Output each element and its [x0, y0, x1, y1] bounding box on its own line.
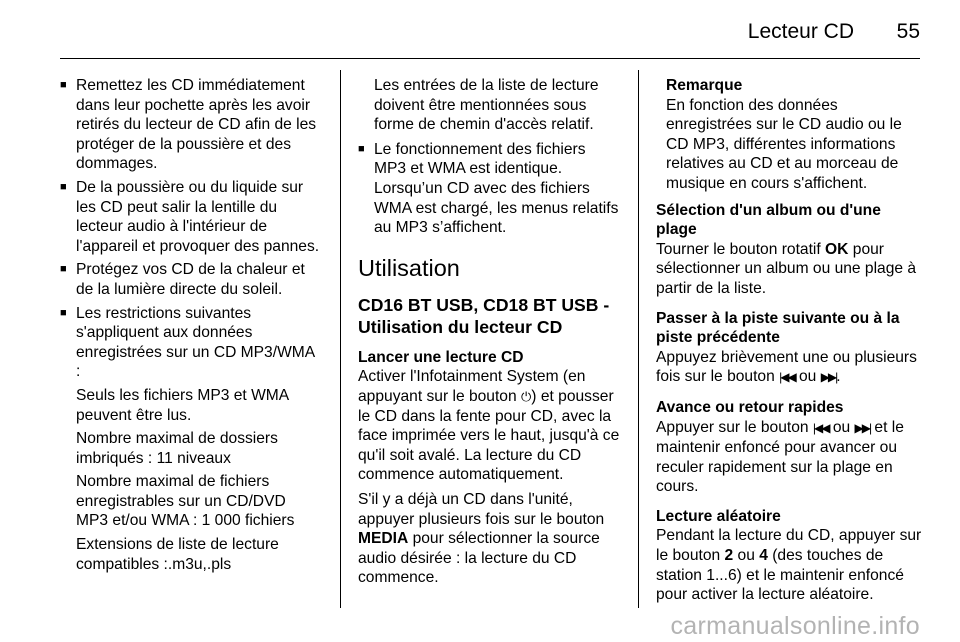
start-paragraph-1: Activer l'Infotainment System (en appuyant sur le bouton ⏻) et pousser le CD dans la fente pour CD, avec la face imprimée vers le haut, jusqu'à ce qu'il soit avalé. La lecture du CD commence automatiquement.: [358, 368, 620, 484]
page-title: Lecteur CD: [747, 20, 854, 43]
column-2: [358, 76, 621, 593]
remark-box: [656, 76, 922, 194]
bullet-item: ■ Protégez vos CD de la chaleur et de la lumière directe du soleil.: [60, 260, 322, 299]
skip-heading: Passer à la piste suivante ou à la piste précédente: [656, 309, 900, 347]
subsection-title: CD16 BT USB, CD18 BT USB - Utilisation du lecteur CD: [358, 294, 610, 337]
sub-paragraph: Extensions de liste de lecture compatibles :.m3u,.pls: [76, 536, 279, 573]
skip-previous-icon: |◀◀: [779, 370, 795, 385]
column-3: [656, 76, 922, 610]
bullet-item: ■ Remettez les CD immédiatement dans leur pochette après les avoir retirés du lecteur de CD afin de les protéger de la poussière et des dommages.: [60, 76, 322, 174]
media-button-label: MEDIA: [358, 530, 409, 548]
remark-text: En fonction des données enregistrées sur le CD audio ou le CD MP3, différentes informations relatives au CD et au morceau de musique en cours s'affichent.: [666, 96, 902, 192]
random-paragraph: Pendant la lecture du CD, appuyer sur le bouton 2 ou 4 (des touches de station 1...6) et le maintenir enfoncé pour activer la lecture aléatoire.: [656, 527, 922, 604]
start-heading: Lancer une lecture CD: [358, 348, 524, 366]
skip-next-icon: ▶▶|: [854, 420, 871, 435]
skip-previous-icon: |◀◀: [812, 420, 829, 435]
station-button-2: 2: [724, 547, 734, 565]
column-divider-2: [638, 70, 639, 608]
power-icon: ⏻: [521, 388, 532, 404]
section-title: Utilisation: [358, 254, 460, 281]
skip-next-icon: ▶▶|: [820, 370, 837, 385]
remark-title: Remarque: [666, 77, 743, 94]
ok-button-label: OK: [825, 240, 849, 258]
fast-forward-paragraph: Appuyer sur le bouton |◀◀ ou ▶▶| et le maintenir enfoncé pour avancer ou reculer rapidement sur la plage en cours.: [656, 418, 904, 496]
bullet-item: ■ Le fonctionnement des fichiers MP3 et WMA est identique. Lorsqu’un CD avec des fichiers WMA est chargé, les menus relatifs au MP3 s’affichent.: [358, 140, 621, 238]
page-header: [60, 0, 920, 59]
column-divider-1: [340, 70, 341, 608]
skip-paragraph: Appuyez brièvement une ou plusieurs fois sur le bouton |◀◀ ou ▶▶|.: [656, 348, 917, 386]
playlist-note: Les entrées de la liste de lecture doivent être mentionnées sous forme de chemin d'accès relatif.: [374, 77, 599, 134]
sub-paragraph: Seuls les fichiers MP3 et WMA peuvent être lus.: [76, 386, 289, 424]
sub-paragraph: Nombre maximal de fichiers enregistrables sur un CD/DVD MP3 et/ou WMA : 1 000 fichiers: [76, 473, 295, 530]
watermark: carmanualsonline.info: [670, 612, 920, 640]
station-button-4: 4: [759, 547, 768, 565]
random-heading: Lecture aléatoire: [656, 507, 781, 525]
page-number: 55: [896, 20, 920, 43]
fast-forward-heading: Avance ou retour rapides: [656, 398, 844, 416]
album-heading: Sélection d'un album ou d'une plage: [656, 201, 881, 239]
album-paragraph: Tourner le bouton rotatif OK pour sélectionner un album ou une plage à partir de la liste.: [656, 240, 917, 297]
column-1: [60, 76, 322, 578]
sub-paragraph: Nombre maximal de dossiers imbriqués : 11 niveaux: [76, 430, 278, 467]
bullet-item: ■ Les restrictions suivantes s'appliquent aux données enregistrées sur un CD MP3/WMA :: [60, 304, 322, 382]
bullet-item: ■ De la poussière ou du liquide sur les CD peut salir la lentille du lecteur audio à l'intérieur de l'appareil et provoquer des pannes.: [60, 178, 322, 256]
start-paragraph-2: S'il y a déjà un CD dans l'unité, appuyer plusieurs fois sur le bouton MEDIA pour sélectionner la source audio désirée : la lecture du CD commence.: [358, 490, 605, 587]
